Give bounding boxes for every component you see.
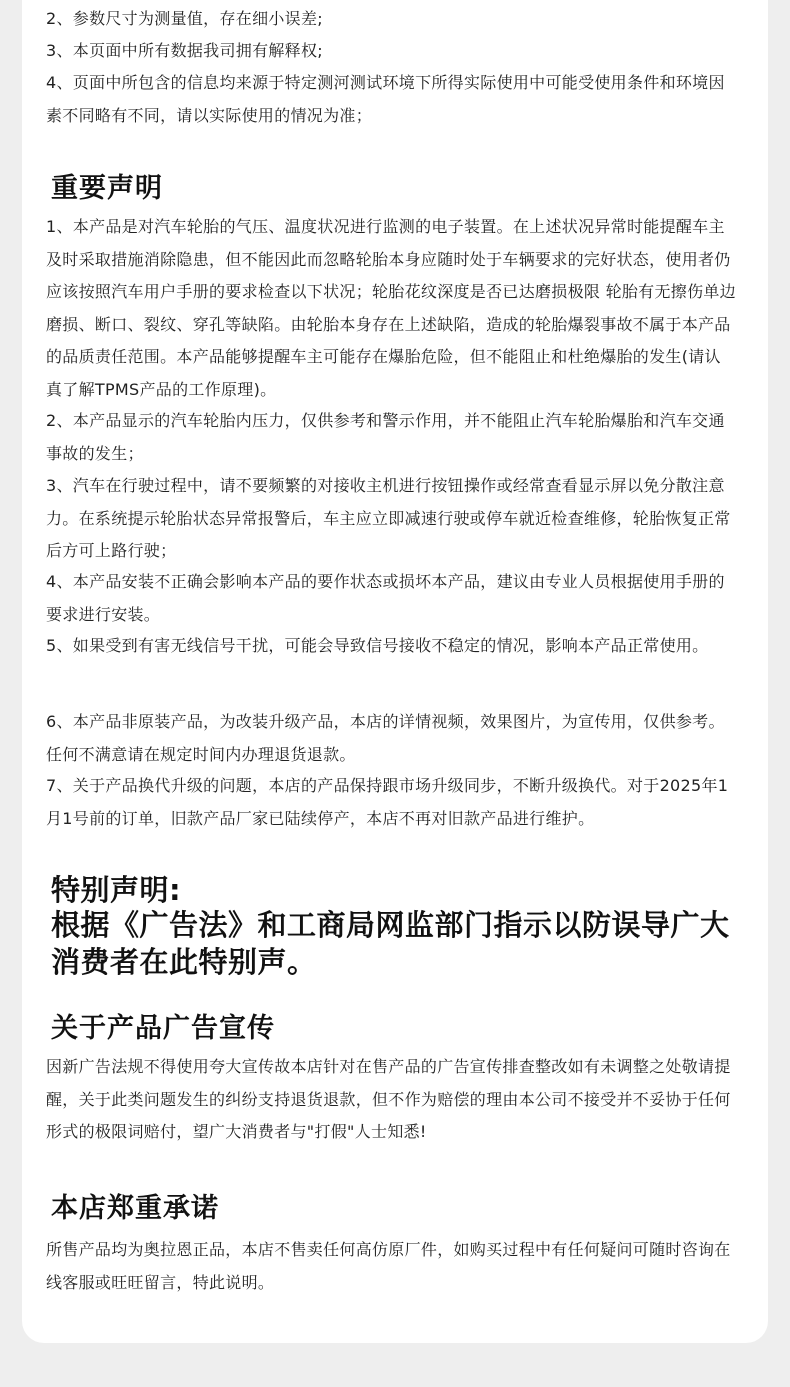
special-body: 根据《广告法》和工商局网监部门指示以防误导广大消费者在此特别声。 xyxy=(51,908,730,979)
note-item: 2、参数尺寸为测量值，存在细小误差; xyxy=(46,9,323,28)
important-item: 3、汽车在行驶过程中，请不要频繁的对接收主机进行按钮操作或经常查看显示屏以免分散注意力。在系统提示轮胎状态异常报警后，车主应立即减速行驶或停车就近检查维修，轮胎恢复正常后方可上路行驶； xyxy=(46,476,731,560)
special-title: 特别声明: xyxy=(51,873,182,907)
important-item: 5、如果受到有害无线信号干扰，可能会导致信号接收不稳定的情况，影响本产品正常使用。 xyxy=(46,636,709,655)
important-item: 1、本产品是对汽车轮胎的气压、温度状况进行监测的电子装置。在上述状况异常时能提醒车主及时采取措施消除隐患，但不能因此而忽略轮胎本身应随时处于车辆要求的完好状态，使用者仍应该按照汽车用户手册的要求检查以下状况；轮胎花纹深度是否已达磨损极限 轮胎有无擦伤单边磨损、断口、裂纹、穿孔等缺陷。由轮胎本身存在上述缺陷，造成的轮胎爆裂事故不属于本产品的品质责任范围。本产品能够提醒车主可能存在爆胎危险，但不能阻止和杜绝爆胎的发生(请认真了解TPMS产品的工作原理)。 xyxy=(46,217,736,399)
note-item: 3、本页面中所有数据我司拥有解释权; xyxy=(46,41,323,60)
promise-body: 所售产品均为奥拉恩正品，本店不售卖任何高仿原厂件，如购买过程中有任何疑问可随时咨询在线客服或旺旺留言，特此说明。 xyxy=(46,1240,731,1292)
important-item: 4、本产品安装不正确会影响本产品的要作状态或损坏本产品，建议由专业人员根据使用手册的要求进行安装。 xyxy=(46,572,725,624)
important-item: 2、本产品显示的汽车轮胎内压力，仅供参考和警示作用，并不能阻止汽车轮胎爆胎和汽车交通事故的发生； xyxy=(46,411,725,463)
note-item: 4、页面中所包含的信息均来源于特定测河测试环境下所得实际使用中可能受使用条件和环境因素不同略有不同，请以实际使用的情况为准； xyxy=(46,73,725,125)
ads-title: 关于产品广告宣传 xyxy=(51,1013,275,1044)
important-title: 重要声明 xyxy=(51,173,163,204)
promise-title: 本店郑重承诺 xyxy=(51,1193,219,1224)
important-item: 6、本产品非原装产品，为改装升级产品，本店的详情视频，效果图片，为宣传用，仅供参考。任何不满意请在规定时间内办理退货退款。 xyxy=(46,712,725,764)
important-item: 7、关于产品换代升级的问题，本店的产品保持跟市场升级同步，不断升级换代。对于2025年1月1号前的订单，旧款产品厂家已陆续停产，本店不再对旧款产品进行维护。 xyxy=(46,776,729,828)
ads-body: 因新广告法规不得使用夸大宣传故本店针对在售产品的广告宣传排查整改如有未调整之处敬请提醒，关于此类问题发生的纠纷支持退货退款，但不作为赔偿的理由本公司不接受并不妥协于任何形式的极限词赔付，望广大消费者与"打假"人士知悉! xyxy=(46,1057,731,1141)
